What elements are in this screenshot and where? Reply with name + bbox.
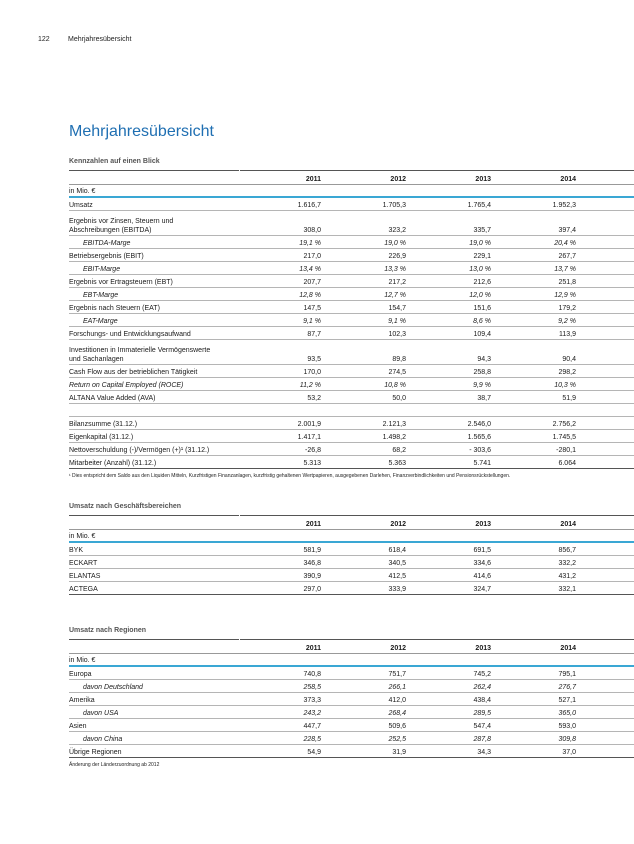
cell-2014: 251,8: [494, 275, 579, 288]
row-label: davon Deutschland: [69, 680, 239, 693]
year-2012: 2012: [324, 516, 409, 530]
table-row: [69, 666, 634, 680]
cell-2013: 38,7: [409, 391, 494, 404]
row-label: Ergebnis vor Ertragsteuern (EBT): [69, 275, 239, 288]
year-2012: 2012: [324, 171, 409, 185]
cell-2011: 581,9: [239, 542, 324, 556]
year-2013: 2013: [409, 640, 494, 654]
cell-2011: 170,0: [239, 365, 324, 378]
cell-2014: 309,8: [494, 732, 579, 745]
year-2011: 2011: [239, 516, 324, 530]
cell-2013: 34,3: [409, 745, 494, 758]
cell-2014: 397,4: [494, 211, 579, 236]
cell-2013: 19,0 %: [409, 236, 494, 249]
cell-2014: 276,7: [494, 680, 579, 693]
table-row: [69, 456, 634, 469]
cell-2013: 745,2: [409, 666, 494, 680]
running-title: Mehrjahresübersicht: [68, 36, 132, 43]
cell-2013: 334,6: [409, 556, 494, 569]
row-label: Ergebnis nach Steuern (EAT): [69, 301, 239, 314]
cell-2013: 151,6: [409, 301, 494, 314]
table-row: [69, 582, 634, 595]
cell-2014: 6.064: [494, 456, 579, 469]
cell-2013: 12,0 %: [409, 288, 494, 301]
page-number: 122: [38, 36, 50, 43]
row-label: Betriebsergebnis (EBIT): [69, 249, 239, 262]
cell-2011: 93,5: [239, 340, 324, 365]
cell-2012: 412,5: [324, 569, 409, 582]
cell-2011: 147,5: [239, 301, 324, 314]
cell-2013: 229,1: [409, 249, 494, 262]
year-2011: 2011: [239, 640, 324, 654]
cell-2013: 691,5: [409, 542, 494, 556]
cell-2011: 217,0: [239, 249, 324, 262]
table-row: [69, 197, 634, 211]
row-label: Return on Capital Employed (ROCE): [69, 378, 239, 391]
cell-2014: 90,4: [494, 340, 579, 365]
cell-2011: 258,5: [239, 680, 324, 693]
geschaeft-heading: Umsatz nach Geschäftsbereichen: [69, 503, 182, 510]
table-row: [69, 249, 634, 262]
cell-2012: 12,7 %: [324, 288, 409, 301]
unit-row: [69, 530, 634, 543]
regionen-section: [69, 627, 634, 768]
row-label: Forschungs- und Entwicklungsaufwand: [69, 327, 239, 340]
cell-2012: 268,4: [324, 706, 409, 719]
cell-2012: 68,2: [324, 443, 409, 456]
cell-2013: 2.546,0: [409, 417, 494, 430]
cell-2013: - 303,6: [409, 443, 494, 456]
cell-2011: 53,2: [239, 391, 324, 404]
table-row: [69, 262, 634, 275]
cell-2011: 13,4 %: [239, 262, 324, 275]
unit-row: [69, 185, 634, 198]
table-row: [69, 391, 634, 404]
geschaeftsbereiche-section: [69, 503, 634, 595]
cell-2014: 431,2: [494, 569, 579, 582]
cell-2013: 13,0 %: [409, 262, 494, 275]
row-label: Bilanzsumme (31.12.): [69, 417, 239, 430]
year-2013: 2013: [409, 171, 494, 185]
cell-2011: 19,1 %: [239, 236, 324, 249]
cell-2011: 1.417,1: [239, 430, 324, 443]
cell-2012: 252,5: [324, 732, 409, 745]
table-row: [69, 417, 634, 430]
table-row: [69, 378, 634, 391]
table-row: [69, 542, 634, 556]
table-row: [69, 288, 634, 301]
kennzahlen-table: [69, 170, 634, 469]
table-row: [69, 301, 634, 314]
row-label: Cash Flow aus der betrieblichen Tätigkeit: [69, 365, 239, 378]
cell-2011: 2.001,9: [239, 417, 324, 430]
cell-2014: 365,0: [494, 706, 579, 719]
row-label: Übrige Regionen: [69, 745, 239, 758]
cell-2014: 20,4 %: [494, 236, 579, 249]
cell-2014: 51,9: [494, 391, 579, 404]
cell-2013: 212,6: [409, 275, 494, 288]
cell-2011: 87,7: [239, 327, 324, 340]
cell-2012: 226,9: [324, 249, 409, 262]
cell-2014: 298,2: [494, 365, 579, 378]
unit-row: [69, 654, 634, 667]
cell-2014: 527,1: [494, 693, 579, 706]
cell-2014: 267,7: [494, 249, 579, 262]
table-row: [69, 569, 634, 582]
cell-2014: 1.745,5: [494, 430, 579, 443]
table-row: [69, 706, 634, 719]
footnote: Änderung der Länderzuordnung ab 2012: [69, 762, 160, 768]
row-label: ACTEGA: [69, 582, 239, 595]
kennzahlen-heading: Kennzahlen auf einen Blick: [69, 158, 160, 165]
table-row: [69, 211, 634, 236]
cell-2012: 10,8 %: [324, 378, 409, 391]
cell-2012: 89,8: [324, 340, 409, 365]
cell-2013: 94,3: [409, 340, 494, 365]
cell-2013: 287,8: [409, 732, 494, 745]
cell-2011: 54,9: [239, 745, 324, 758]
table-row: [69, 732, 634, 745]
year-2012: 2012: [324, 640, 409, 654]
table-row: [69, 275, 634, 288]
cell-2011: 11,2 %: [239, 378, 324, 391]
cell-2013: 335,7: [409, 211, 494, 236]
table-row: [69, 327, 634, 340]
cell-2011: 228,5: [239, 732, 324, 745]
cell-2014: 856,7: [494, 542, 579, 556]
cell-2012: 333,9: [324, 582, 409, 595]
row-label: EBT-Marge: [69, 288, 239, 301]
cell-2013: 9,9 %: [409, 378, 494, 391]
cell-2011: 390,9: [239, 569, 324, 582]
cell-2014: 113,9: [494, 327, 579, 340]
row-label: ECKART: [69, 556, 239, 569]
cell-2012: 1.498,2: [324, 430, 409, 443]
cell-2014: 179,2: [494, 301, 579, 314]
cell-2011: 447,7: [239, 719, 324, 732]
cell-2012: 2.121,3: [324, 417, 409, 430]
cell-2011: 243,2: [239, 706, 324, 719]
cell-2011: -26,8: [239, 443, 324, 456]
cell-2011: 207,7: [239, 275, 324, 288]
cell-2012: 19,0 %: [324, 236, 409, 249]
cell-2011: 373,3: [239, 693, 324, 706]
cell-2012: 1.705,3: [324, 197, 409, 211]
table-row: [69, 745, 634, 758]
cell-2013: 258,8: [409, 365, 494, 378]
cell-2012: 50,0: [324, 391, 409, 404]
table-row: [69, 693, 634, 706]
cell-2012: 154,7: [324, 301, 409, 314]
table-row: [69, 314, 634, 327]
cell-2014: 332,1: [494, 582, 579, 595]
cell-2013: 289,5: [409, 706, 494, 719]
unit-label: in Mio. €: [69, 185, 239, 198]
row-label: davon China: [69, 732, 239, 745]
cell-2011: 1.616,7: [239, 197, 324, 211]
kennzahlen-section: [69, 158, 634, 479]
page-title: Mehrjahresübersicht: [69, 123, 214, 140]
table-row: [69, 340, 634, 365]
cell-2011: 12,8 %: [239, 288, 324, 301]
row-label: EBITDA-Marge: [69, 236, 239, 249]
cell-2012: 412,0: [324, 693, 409, 706]
table-row: [69, 443, 634, 456]
row-label: Umsatz: [69, 197, 239, 211]
row-label: Europa: [69, 666, 239, 680]
cell-2011: 297,0: [239, 582, 324, 595]
cell-2014: 12,9 %: [494, 288, 579, 301]
unit-label: in Mio. €: [69, 654, 239, 667]
cell-2012: 31,9: [324, 745, 409, 758]
row-label: Mitarbeiter (Anzahl) (31.12.): [69, 456, 239, 469]
cell-2014: 37,0: [494, 745, 579, 758]
table-row: [69, 236, 634, 249]
cell-2012: 618,4: [324, 542, 409, 556]
cell-2011: 308,0: [239, 211, 324, 236]
cell-2014: -280,1: [494, 443, 579, 456]
cell-2012: 323,2: [324, 211, 409, 236]
row-label: davon USA: [69, 706, 239, 719]
cell-2014: 13,7 %: [494, 262, 579, 275]
cell-2013: 438,4: [409, 693, 494, 706]
regionen-heading: Umsatz nach Regionen: [69, 627, 147, 634]
cell-2013: 8,6 %: [409, 314, 494, 327]
cell-2013: 414,6: [409, 569, 494, 582]
row-label: Ergebnis vor Zinsen, Steuern und Abschreibungen (EBITDA): [69, 211, 239, 236]
table-header-row: [69, 640, 634, 654]
cell-2014: 2.756,2: [494, 417, 579, 430]
regionen-table: [69, 639, 634, 758]
row-label: ELANTAS: [69, 569, 239, 582]
footnote: ¹ Dies entspricht dem Saldo aus den Liquiden Mitteln, Kurzfristigen Finanzanlagen, kurzfristig gehaltenen Wertpapieren, ausgegebenen Darlehen, Finanzverbindlichkeiten und Pensionsrückstellungen.: [69, 473, 511, 479]
cell-2014: 10,3 %: [494, 378, 579, 391]
spacer-row: [69, 404, 634, 417]
cell-2011: 346,8: [239, 556, 324, 569]
cell-2011: 5.313: [239, 456, 324, 469]
cell-2012: 340,5: [324, 556, 409, 569]
row-label: Investitionen in Immaterielle Vermögenswerte und Sachanlagen: [69, 340, 239, 365]
cell-2013: 262,4: [409, 680, 494, 693]
year-2014: 2014: [494, 171, 579, 185]
cell-2012: 266,1: [324, 680, 409, 693]
running-header: [38, 36, 131, 43]
cell-2012: 13,3 %: [324, 262, 409, 275]
table-header-row: [69, 171, 634, 185]
table-row: [69, 680, 634, 693]
cell-2014: 9,2 %: [494, 314, 579, 327]
cell-2013: 547,4: [409, 719, 494, 732]
cell-2012: 102,3: [324, 327, 409, 340]
table-row: [69, 430, 634, 443]
cell-2013: 1.765,4: [409, 197, 494, 211]
cell-2012: 751,7: [324, 666, 409, 680]
cell-2014: 593,0: [494, 719, 579, 732]
year-2013: 2013: [409, 516, 494, 530]
row-label: Nettoverschuldung (-)/Vermögen (+)¹ (31.12.): [69, 443, 239, 456]
unit-label: in Mio. €: [69, 530, 239, 543]
cell-2014: 795,1: [494, 666, 579, 680]
cell-2012: 274,5: [324, 365, 409, 378]
table-row: [69, 556, 634, 569]
year-2014: 2014: [494, 640, 579, 654]
row-label: EAT-Marge: [69, 314, 239, 327]
cell-2013: 5.741: [409, 456, 494, 469]
row-label: EBIT-Marge: [69, 262, 239, 275]
geschaeft-table: [69, 515, 634, 595]
row-label: ALTANA Value Added (AVA): [69, 391, 239, 404]
cell-2012: 9,1 %: [324, 314, 409, 327]
cell-2013: 324,7: [409, 582, 494, 595]
cell-2013: 109,4: [409, 327, 494, 340]
cell-2011: 740,8: [239, 666, 324, 680]
cell-2012: 217,2: [324, 275, 409, 288]
cell-2012: 509,6: [324, 719, 409, 732]
table-header-row: [69, 516, 634, 530]
cell-2014: 332,2: [494, 556, 579, 569]
year-2014: 2014: [494, 516, 579, 530]
row-label: Asien: [69, 719, 239, 732]
cell-2011: 9,1 %: [239, 314, 324, 327]
cell-2013: 1.565,6: [409, 430, 494, 443]
cell-2012: 5.363: [324, 456, 409, 469]
row-label: BYK: [69, 542, 239, 556]
row-label: Eigenkapital (31.12.): [69, 430, 239, 443]
table-row: [69, 719, 634, 732]
cell-2014: 1.952,3: [494, 197, 579, 211]
table-row: [69, 365, 634, 378]
row-label: Amerika: [69, 693, 239, 706]
year-2011: 2011: [239, 171, 324, 185]
